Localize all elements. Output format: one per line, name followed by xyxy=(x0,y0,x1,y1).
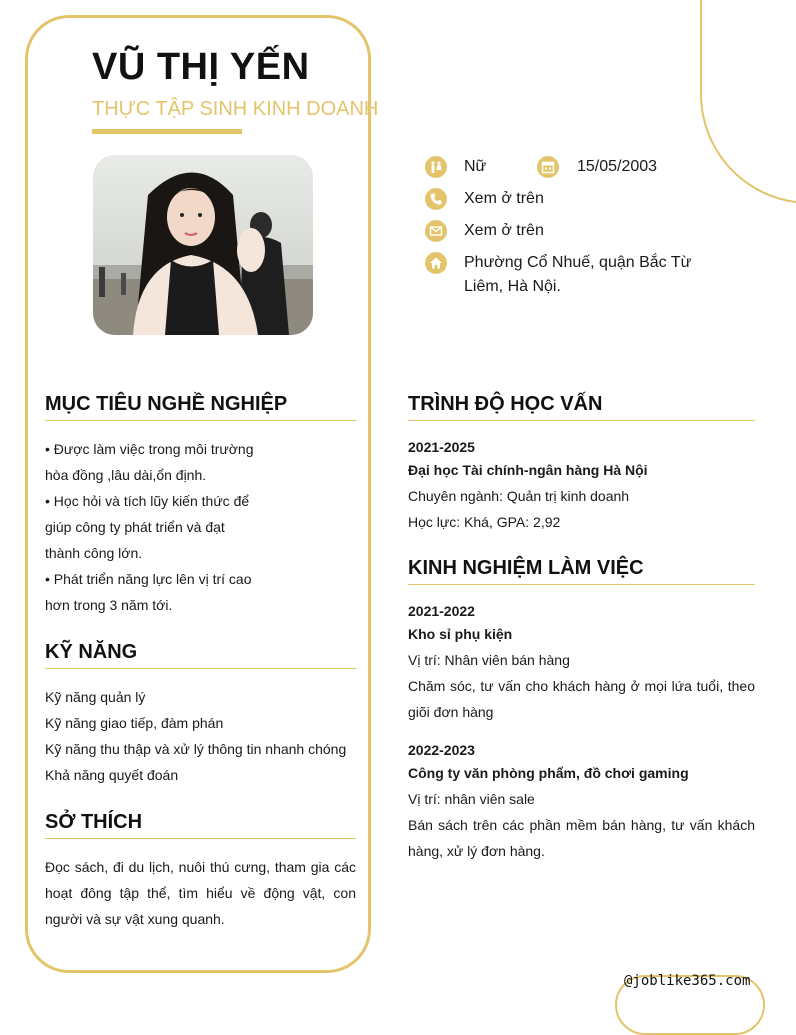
gender-value: Nữ xyxy=(464,158,487,175)
address-line-1: Phường Cổ Nhuế, quận Bắc Từ xyxy=(464,254,692,271)
education-period: 2021-2025 xyxy=(408,439,475,455)
education-major: Chuyên ngành: Quản trị kinh doanh xyxy=(408,488,630,504)
top-right-decoration xyxy=(700,0,796,204)
education-divider xyxy=(408,420,755,421)
job-description: Chăm sóc, tư vấn cho khách hàng ở mọi lứa tuổi, theo giõi đơn hàng xyxy=(408,678,755,720)
home-icon xyxy=(425,252,447,274)
phone-value: Xem ở trên xyxy=(464,190,544,207)
hobbies-text: Đọc sách, đi du lịch, nuôi thú cưng, tham gia các hoạt đông tập thể, tìm hiểu về động vật, con người và sự vật xung quanh. xyxy=(45,859,356,927)
objective-line: thành công lớn. xyxy=(45,545,143,561)
experience-job xyxy=(408,598,755,725)
job-company: Kho sỉ phụ kiện xyxy=(408,626,513,642)
objective-body xyxy=(45,436,356,618)
hobbies-title: SỞ THÍCH xyxy=(45,811,143,833)
phone-icon xyxy=(425,188,447,210)
candidate-role: THỰC TẬP SINH KINH DOANH xyxy=(92,98,379,120)
frame-gap xyxy=(372,0,412,350)
objective-line: giúp công ty phát triển và đạt xyxy=(45,519,225,535)
skill-item: Kỹ năng giao tiếp, đàm phán xyxy=(45,715,224,731)
job-period: 2022-2023 xyxy=(408,742,475,758)
address-line-2: Liêm, Hà Nội. xyxy=(464,278,561,295)
skill-item: Kỹ năng quản lý xyxy=(45,689,146,705)
profile-photo xyxy=(93,155,313,335)
skill-item: Khả năng quyết đoán xyxy=(45,767,179,783)
objective-line: • Phát triển năng lực lên vị trí cao xyxy=(45,571,252,587)
education-school: Đại học Tài chính-ngân hàng Hà Nội xyxy=(408,462,648,478)
experience-title: KINH NGHIỆM LÀM VIỆC xyxy=(408,557,644,579)
experience-job xyxy=(408,737,755,864)
hobbies-divider xyxy=(45,838,356,839)
job-company: Công ty văn phòng phẩm, đồ chơi gaming xyxy=(408,765,689,781)
job-period: 2021-2022 xyxy=(408,603,475,619)
objective-line: • Được làm việc trong môi trường xyxy=(45,441,254,457)
skills-divider xyxy=(45,668,356,669)
education-grade: Học lực: Khá, GPA: 2,92 xyxy=(408,514,561,530)
calendar-icon xyxy=(537,156,559,178)
objective-line: hòa đồng ,lâu dài,ổn định. xyxy=(45,467,207,483)
objective-line: • Học hỏi và tích lũy kiến thức để xyxy=(45,493,250,509)
job-position: Vị trí: Nhân viên bán hàng xyxy=(408,652,570,668)
gender-icon xyxy=(425,156,447,178)
experience-divider xyxy=(408,584,755,585)
skills-list xyxy=(45,684,356,788)
skill-item: Kỹ năng thu thập và xử lý thông tin nhanh chóng xyxy=(45,741,347,757)
email-value: Xem ở trên xyxy=(464,222,544,239)
objective-divider xyxy=(45,420,356,421)
birthday-value: 15/05/2003 xyxy=(577,158,658,175)
objective-title: MỤC TIÊU NGHỀ NGHIỆP xyxy=(45,393,288,415)
education-title: TRÌNH ĐỘ HỌC VẤN xyxy=(408,393,603,415)
education-entry xyxy=(408,434,755,535)
objective-line: hơn trong 3 năm tới. xyxy=(45,597,173,613)
candidate-name: VŨ THỊ YẾN xyxy=(92,46,310,88)
watermark-text: @joblike365.com xyxy=(624,973,751,989)
job-position: Vị trí: nhân viên sale xyxy=(408,791,535,807)
email-icon xyxy=(425,220,447,242)
skills-title: KỸ NĂNG xyxy=(45,641,138,663)
role-underline xyxy=(92,129,242,134)
job-description: Bán sách trên các phần mềm bán hàng, tư vấn khách hàng, xử lý đơn hàng. xyxy=(408,817,755,859)
